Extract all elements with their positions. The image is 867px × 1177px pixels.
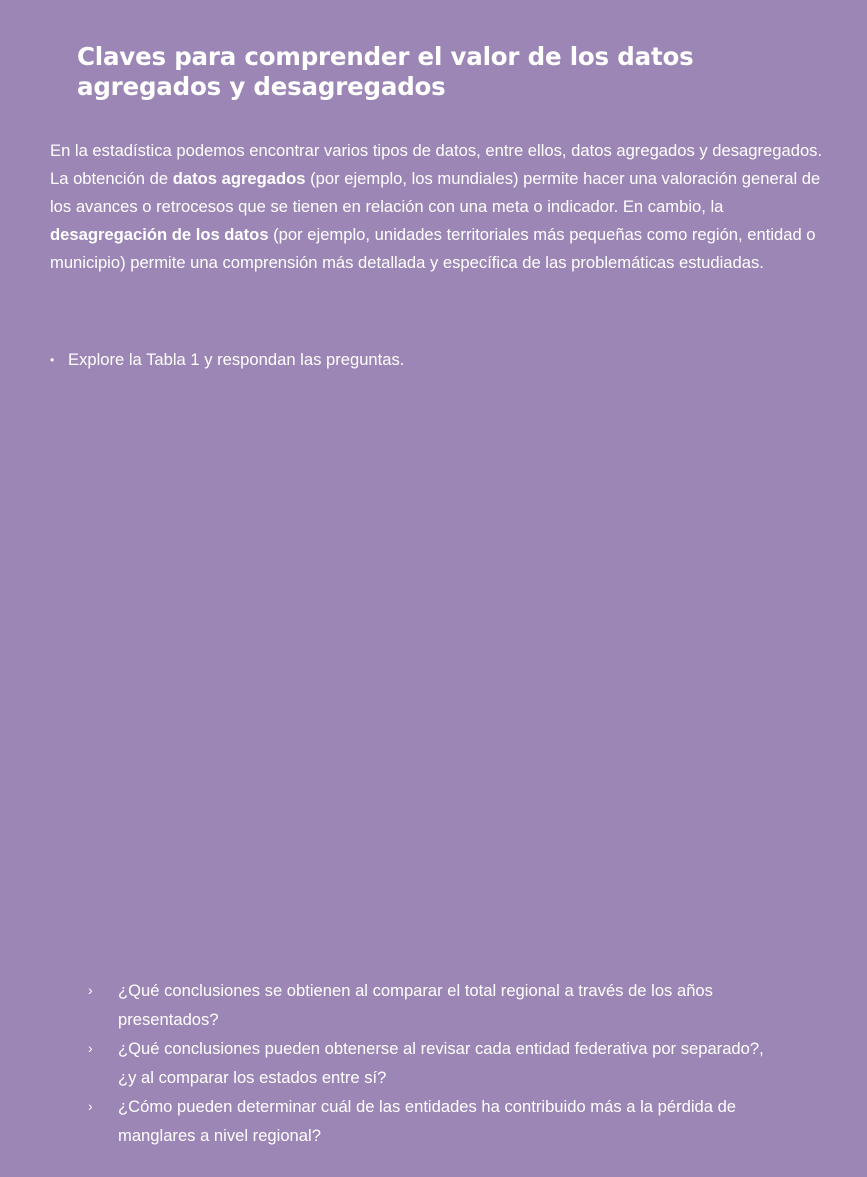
section-title: Claves para comprender el valor de los datos agregados y desagregados <box>77 42 694 101</box>
intro-text: (por ejemplo, unidades territoriales más pequeñas como región, entidad o municipio) permite una comprensión más detallada y específica de las problemáticas estudiadas. <box>50 225 816 272</box>
chevron-right-icon: › <box>88 1040 93 1056</box>
instruction-text: Explore la Tabla 1 y respondan las preguntas. <box>68 350 405 369</box>
table-placeholder-area <box>50 395 817 960</box>
intro-text: En la estadística podemos encontrar varios tipos de datos, entre ellos, datos agregados y desagregados. La obtención de <box>50 141 823 188</box>
instruction-bullet <box>50 346 404 374</box>
intro-text: (por ejemplo, los mundiales) permite hacer una valoración general de los avances o retrocesos que se tienen en relación con una meta o indicador. En cambio, la <box>50 169 821 216</box>
intro-paragraph <box>50 137 840 277</box>
questions-list <box>88 976 768 1150</box>
question-text: ¿Qué conclusiones pueden obtenerse al revisar cada entidad federativa por separado?, ¿y al comparar los estados entre sí? <box>118 1039 764 1087</box>
intro-bold-disaggregation: desagregación de los datos <box>50 225 269 244</box>
question-item <box>88 1034 768 1092</box>
chevron-right-icon: › <box>88 1098 93 1114</box>
question-item <box>88 976 768 1034</box>
chevron-right-icon: › <box>88 982 93 998</box>
intro-bold-aggregated: datos agregados <box>172 169 306 188</box>
question-item <box>88 1092 768 1150</box>
question-text: ¿Qué conclusiones se obtienen al comparar el total regional a través de los años presentados? <box>118 981 713 1029</box>
question-text: ¿Cómo pueden determinar cuál de las entidades ha contribuido más a la pérdida de manglares a nivel regional? <box>118 1097 737 1145</box>
bullet-icon: • <box>50 353 55 367</box>
